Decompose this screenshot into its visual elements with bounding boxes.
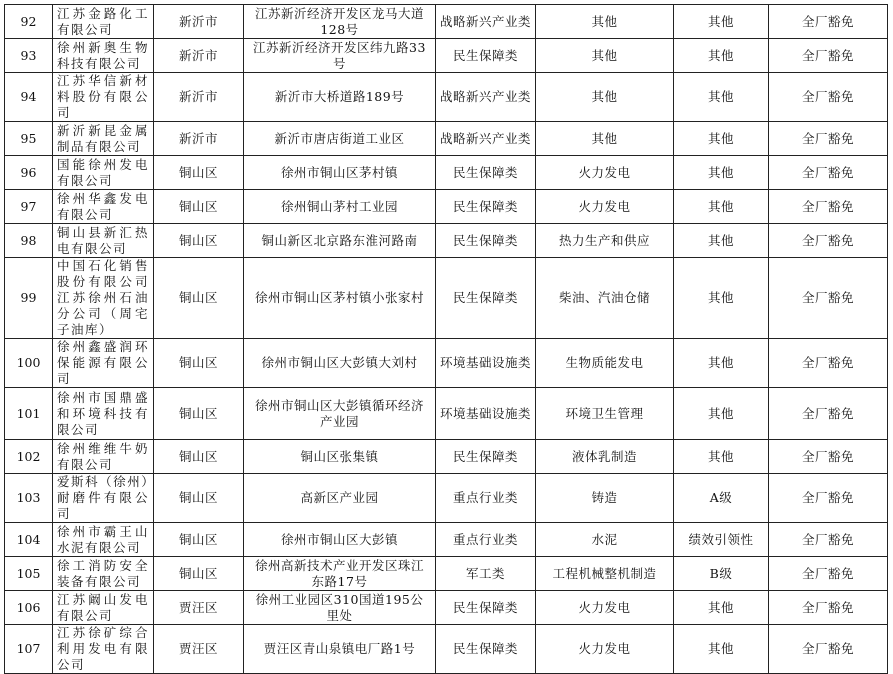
control-policy-cell: 全厂豁免 [769,523,888,557]
company-name-cell: 徐工消防安全装备有限公司 [53,557,154,591]
control-policy-cell: 全厂豁免 [769,73,888,122]
row-number-cell: 100 [5,339,53,388]
performance-level-cell: 其他 [674,339,769,388]
category-cell: 重点行业类 [436,474,536,523]
company-name-cell: 新沂新昆金属制品有限公司 [53,122,154,156]
category-cell: 民生保障类 [436,156,536,190]
district-cell: 贾汪区 [154,625,244,674]
control-policy-cell: 全厂豁免 [769,5,888,39]
category-cell: 战略新兴产业类 [436,73,536,122]
category-cell: 民生保障类 [436,258,536,339]
row-number-cell: 105 [5,557,53,591]
control-policy-cell: 全厂豁免 [769,591,888,625]
district-cell: 铜山区 [154,224,244,258]
table-row [5,190,888,224]
category-cell: 军工类 [436,557,536,591]
performance-level-cell: 其他 [674,258,769,339]
address-cell: 徐州市铜山区大彭镇循环经济产业园 [244,388,436,440]
district-cell: 铜山区 [154,523,244,557]
performance-level-cell: 其他 [674,190,769,224]
industry-cell: 火力发电 [536,190,674,224]
address-cell: 徐州市铜山区茅村镇小张家村 [244,258,436,339]
performance-level-cell: 其他 [674,440,769,474]
row-number-cell: 96 [5,156,53,190]
table-row [5,474,888,523]
address-cell: 高新区产业园 [244,474,436,523]
row-number-cell: 93 [5,39,53,73]
district-cell: 铜山区 [154,388,244,440]
category-cell: 民生保障类 [436,190,536,224]
company-name-cell: 徐州市国鼎盛和环境科技有限公司 [53,388,154,440]
company-name-cell: 徐州华鑫发电有限公司 [53,190,154,224]
company-name-cell: 徐州新奥生物科技有限公司 [53,39,154,73]
control-policy-cell: 全厂豁免 [769,557,888,591]
company-name-cell: 江苏阚山发电有限公司 [53,591,154,625]
address-cell: 徐州工业园区310国道195公里处 [244,591,436,625]
district-cell: 新沂市 [154,39,244,73]
row-number-cell: 107 [5,625,53,674]
industry-cell: 液体乳制造 [536,440,674,474]
company-name-cell: 国能徐州发电有限公司 [53,156,154,190]
table-row [5,258,888,339]
control-policy-cell: 全厂豁免 [769,258,888,339]
company-name-cell: 爱斯科（徐州）耐磨件有限公司 [53,474,154,523]
category-cell: 民生保障类 [436,625,536,674]
table-row [5,523,888,557]
address-cell: 新沂市唐店街道工业区 [244,122,436,156]
row-number-cell: 106 [5,591,53,625]
company-name-cell: 江苏徐矿综合利用发电有限公司 [53,625,154,674]
control-policy-cell: 全厂豁免 [769,39,888,73]
industry-cell: 热力生产和供应 [536,224,674,258]
district-cell: 新沂市 [154,122,244,156]
table-row [5,591,888,625]
industry-cell: 火力发电 [536,625,674,674]
row-number-cell: 103 [5,474,53,523]
exemption-table [4,4,888,674]
address-cell: 江苏新沂经济开发区纬九路33号 [244,39,436,73]
row-number-cell: 102 [5,440,53,474]
control-policy-cell: 全厂豁免 [769,388,888,440]
category-cell: 民生保障类 [436,224,536,258]
table-body [5,5,888,674]
row-number-cell: 94 [5,73,53,122]
control-policy-cell: 全厂豁免 [769,156,888,190]
table-row [5,5,888,39]
category-cell: 战略新兴产业类 [436,122,536,156]
company-name-cell: 中国石化销售股份有限公司江苏徐州石油分公司（周宅子油库） [53,258,154,339]
control-policy-cell: 全厂豁免 [769,122,888,156]
industry-cell: 铸造 [536,474,674,523]
row-number-cell: 92 [5,5,53,39]
address-cell: 徐州市铜山区茅村镇 [244,156,436,190]
district-cell: 新沂市 [154,73,244,122]
table-row [5,122,888,156]
district-cell: 铜山区 [154,190,244,224]
category-cell: 环境基础设施类 [436,388,536,440]
row-number-cell: 104 [5,523,53,557]
district-cell: 铜山区 [154,440,244,474]
table-row [5,625,888,674]
table-row [5,156,888,190]
performance-level-cell: B级 [674,557,769,591]
category-cell: 民生保障类 [436,440,536,474]
table-row [5,440,888,474]
company-name-cell: 徐州维维牛奶有限公司 [53,440,154,474]
performance-level-cell: 其他 [674,122,769,156]
performance-level-cell: 其他 [674,224,769,258]
industry-cell: 火力发电 [536,156,674,190]
control-policy-cell: 全厂豁免 [769,625,888,674]
address-cell: 徐州高新技术产业开发区珠江东路17号 [244,557,436,591]
row-number-cell: 95 [5,122,53,156]
table-row [5,224,888,258]
company-name-cell: 徐州市霸王山水泥有限公司 [53,523,154,557]
row-number-cell: 99 [5,258,53,339]
industry-cell: 柴油、汽油仓储 [536,258,674,339]
control-policy-cell: 全厂豁免 [769,440,888,474]
district-cell: 新沂市 [154,5,244,39]
district-cell: 铜山区 [154,474,244,523]
control-policy-cell: 全厂豁免 [769,339,888,388]
control-policy-cell: 全厂豁免 [769,474,888,523]
performance-level-cell: 其他 [674,388,769,440]
performance-level-cell: A级 [674,474,769,523]
industry-cell: 其他 [536,39,674,73]
table-row [5,557,888,591]
industry-cell: 生物质能发电 [536,339,674,388]
table-row [5,388,888,440]
performance-level-cell: 绩效引领性 [674,523,769,557]
address-cell: 新沂市大桥道路189号 [244,73,436,122]
address-cell: 徐州铜山茅村工业园 [244,190,436,224]
address-cell: 铜山区张集镇 [244,440,436,474]
district-cell: 铜山区 [154,339,244,388]
table-row [5,39,888,73]
row-number-cell: 97 [5,190,53,224]
category-cell: 重点行业类 [436,523,536,557]
category-cell: 战略新兴产业类 [436,5,536,39]
company-name-cell: 徐州鑫盛润环保能源有限公司 [53,339,154,388]
district-cell: 铜山区 [154,557,244,591]
industry-cell: 其他 [536,5,674,39]
company-name-cell: 江苏华信新材料股份有限公司 [53,73,154,122]
industry-cell: 火力发电 [536,591,674,625]
district-cell: 铜山区 [154,156,244,190]
industry-cell: 环境卫生管理 [536,388,674,440]
address-cell: 徐州市铜山区大彭镇大刘村 [244,339,436,388]
category-cell: 民生保障类 [436,39,536,73]
performance-level-cell: 其他 [674,591,769,625]
row-number-cell: 98 [5,224,53,258]
control-policy-cell: 全厂豁免 [769,190,888,224]
table-row [5,73,888,122]
row-number-cell: 101 [5,388,53,440]
district-cell: 贾汪区 [154,591,244,625]
table-row [5,339,888,388]
address-cell: 徐州市铜山区大彭镇 [244,523,436,557]
performance-level-cell: 其他 [674,625,769,674]
industry-cell: 其他 [536,73,674,122]
district-cell: 铜山区 [154,258,244,339]
performance-level-cell: 其他 [674,156,769,190]
address-cell: 贾汪区青山泉镇电厂路1号 [244,625,436,674]
category-cell: 环境基础设施类 [436,339,536,388]
address-cell: 江苏新沂经济开发区龙马大道128号 [244,5,436,39]
industry-cell: 工程机械整机制造 [536,557,674,591]
company-name-cell: 铜山县新汇热电有限公司 [53,224,154,258]
company-name-cell: 江苏金路化工有限公司 [53,5,154,39]
category-cell: 民生保障类 [436,591,536,625]
performance-level-cell: 其他 [674,39,769,73]
performance-level-cell: 其他 [674,5,769,39]
industry-cell: 其他 [536,122,674,156]
control-policy-cell: 全厂豁免 [769,224,888,258]
industry-cell: 水泥 [536,523,674,557]
address-cell: 铜山新区北京路东淮河路南 [244,224,436,258]
performance-level-cell: 其他 [674,73,769,122]
